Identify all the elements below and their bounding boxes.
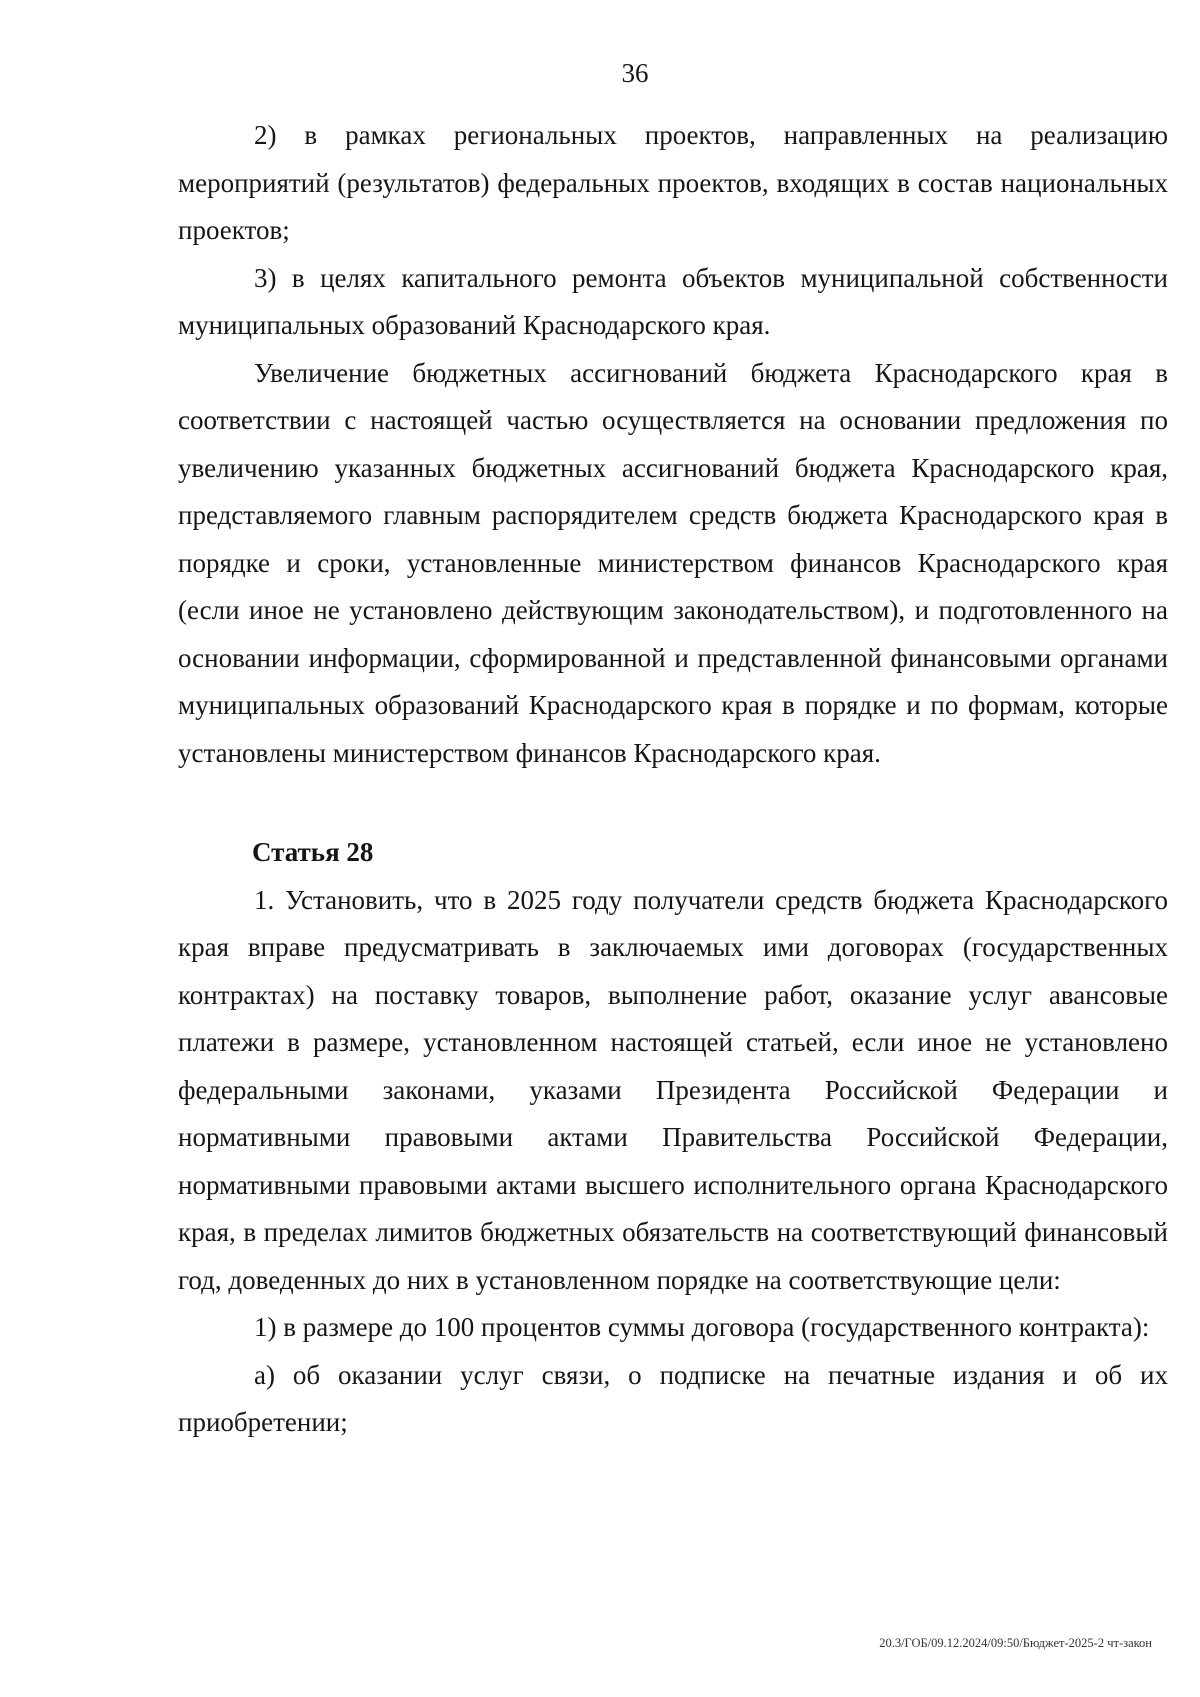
page-number: 36 [621, 58, 649, 88]
document-footer-code: 20.3/ГОБ/09.12.2024/09:50/Бюджет-2025-2 чт-закон [879, 1636, 1152, 1650]
document-body [178, 112, 1168, 1447]
paragraph-article-28-part-1: 1. Установить, что в 2025 году получатели средств бюджета Краснодарского края вправе предусматривать в заключаемых ими договорах (государственных контрактах) на поставку товаров, выполнение работ, оказание услуг авансовые платежи в размере, установленном настоящей статьей, если иное не установлено федеральными законами, указами Президента Российской Федерации и нормативными правовыми актами Правительства Российской Федерации, нормативными правовыми актами высшего исполнительного органа Краснодарского края, в пределах лимитов бюджетных обязательств на соответствующий финансовый год, доведенных до них в установленном порядке на соответствующие цели: [178, 884, 1168, 1295]
paragraph-subitem-a: а) об оказании услуг связи, о подписке на печатные издания и об их приобретении; [178, 1359, 1168, 1437]
article-heading: Статья 28 [252, 837, 374, 867]
paragraph-subitem-1: 1) в размере до 100 процентов суммы договора (государственного контракта): [254, 1312, 1150, 1342]
paragraph-item-2: 2) в рамках региональных проектов, направленных на реализацию мероприятий (результатов) федеральных проектов, входящих в состав национальных проектов; [178, 120, 1168, 245]
paragraph-budget-increase: Увеличение бюджетных ассигнований бюджета Краснодарского края в соответствии с настоящей частью осуществляется на основании предложения по увеличению указанных бюджетных ассигнований бюджета Краснодарского края, представляемого главным распорядителем средств бюджета Краснодарского края в порядке и сроки, установленные министерством финансов Краснодарского края (если иное не установлено действующим законодательством), и подготовленного на основании информации, сформированной и представленной финансовыми органами муниципальных образований Краснодарского края в порядке и по формам, которые установлены министерством финансов Краснодарского края. [178, 357, 1168, 768]
paragraph-item-3: 3) в целях капитального ремонта объектов муниципальной собственности муниципальных образований Краснодарского края. [178, 262, 1168, 340]
